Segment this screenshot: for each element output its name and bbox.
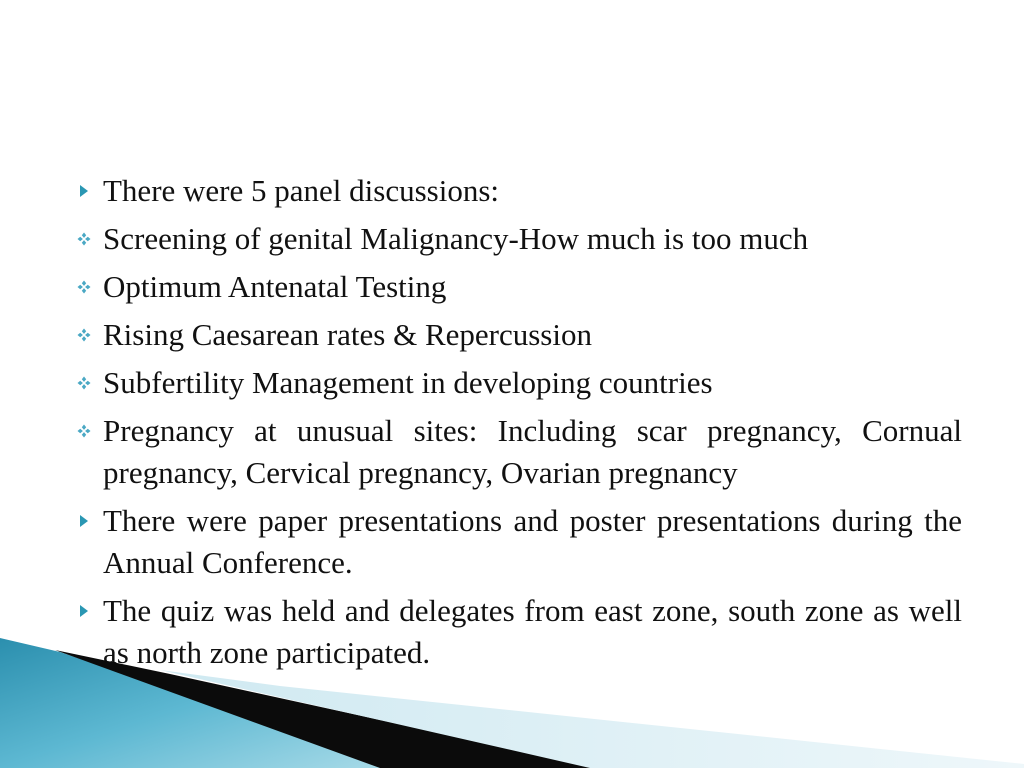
list-item-text: Rising Caesarean rates & Repercussion: [103, 317, 592, 352]
arrow-bullet-icon: [74, 590, 94, 632]
diamond-bullet-icon: [74, 218, 94, 260]
corner-swoosh-decoration: [0, 628, 1024, 768]
list-item-text: Screening of genital Malignancy-How much is too much: [103, 221, 809, 256]
list-item: [72, 500, 962, 584]
list-item: [72, 362, 962, 404]
diamond-bullet-icon: [74, 410, 94, 452]
arrow-bullet-icon: [74, 500, 94, 542]
bullet-list: [72, 170, 962, 680]
diamond-bullet-icon: [74, 362, 94, 404]
list-item: [72, 170, 962, 212]
list-item-text: There were paper presentations and poster presentations during the Annual Conference.: [103, 503, 962, 580]
list-item: [72, 266, 962, 308]
list-item-text: Optimum Antenatal Testing: [103, 269, 447, 304]
list-item-text: The quiz was held and delegates from east zone, south zone as well as north zone participated.: [103, 593, 962, 670]
list-item-text: There were 5 panel discussions:: [103, 173, 499, 208]
list-item-text: Subfertility Management in developing countries: [103, 365, 713, 400]
arrow-bullet-icon: [74, 170, 94, 212]
list-item: [72, 314, 962, 356]
diamond-bullet-icon: [74, 314, 94, 356]
list-item: [72, 410, 962, 494]
list-item: [72, 218, 962, 260]
list-item-text: Pregnancy at unusual sites: Including scar pregnancy, Cornual pregnancy, Cervical pregnancy, Ovarian pregnancy: [103, 413, 962, 490]
diamond-bullet-icon: [74, 266, 94, 308]
